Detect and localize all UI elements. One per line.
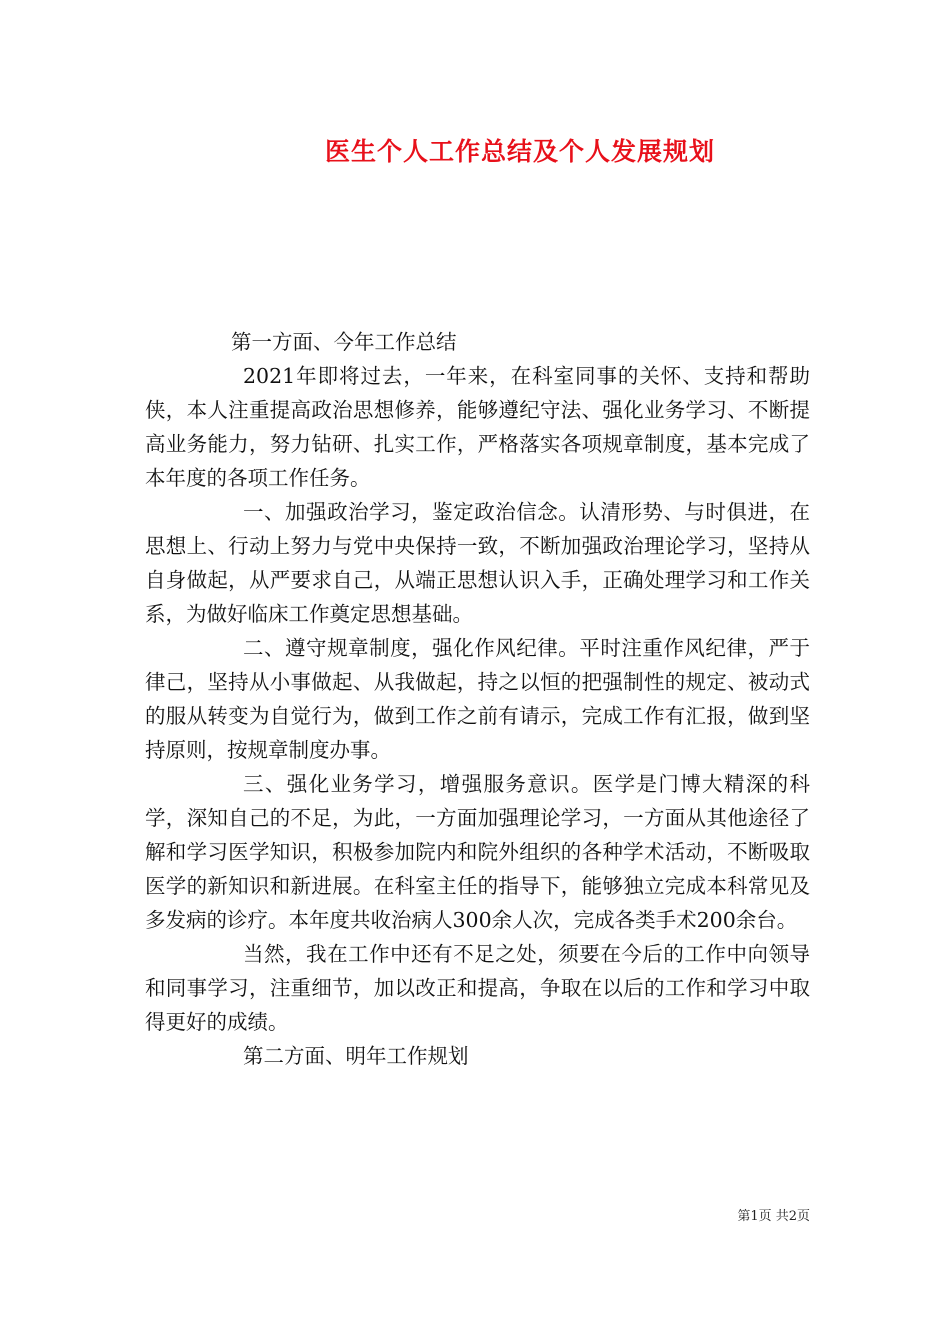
intro-paragraph: 2021年即将过去，一年来，在科室同事的关怀、支持和帮助侠，本人注重提高政治思想修养，能够遵纪守法、强化业务学习、不断提高业务能力，努力钻研、扎实工作，严格落实各项规章制度，基本完成了本年度的各项工作任务。 xyxy=(145,364,810,490)
section-heading-current-year: 第一方面、今年工作总结 xyxy=(231,330,457,354)
document-body xyxy=(145,325,810,1073)
document-title: 医生个人工作总结及个人发展规划 xyxy=(324,137,715,166)
paragraph-rules-discipline: 二、遵守规章制度，强化作风纪律。平时注重作风纪律，严于律己，坚持从小事做起、从我做起，持之以恒的把强制性的规定、被动式的服从转变为自觉行为，做到工作之前有请示，完成工作有汇报，做到坚持原则，按规章制度办事。 xyxy=(145,636,810,762)
paragraph-political-study: 一、加强政治学习，鉴定政治信念。认清形势、与时俱进，在思想上、行动上努力与党中央保持一致，不断加强政治理论学习，坚持从自身做起，从严要求自己，从端正思想认识入手，正确处理学习和工作关系，为做好临床工作奠定思想基础。 xyxy=(145,500,810,626)
page-number: 第1页 共2页 xyxy=(737,1209,810,1224)
paragraph-shortcomings: 当然，我在工作中还有不足之处，须要在今后的工作中向领导和同事学习，注重细节，加以改正和提高，争取在以后的工作和学习中取得更好的成绩。 xyxy=(145,942,810,1034)
paragraph-professional-study: 三、强化业务学习，增强服务意识。医学是门博大精深的科学，深知自己的不足，为此，一方面加强理论学习，一方面从其他途径了解和学习医学知识，积极参加院内和院外组织的各种学术活动，不断吸取医学的新知识和新进展。在科室主任的指导下，能够独立完成本科常见及多发病的诊疗。本年度共收治病人300余人次，完成各类手术200余台。 xyxy=(145,772,810,932)
section-heading-next-year: 第二方面、明年工作规划 xyxy=(243,1044,469,1068)
